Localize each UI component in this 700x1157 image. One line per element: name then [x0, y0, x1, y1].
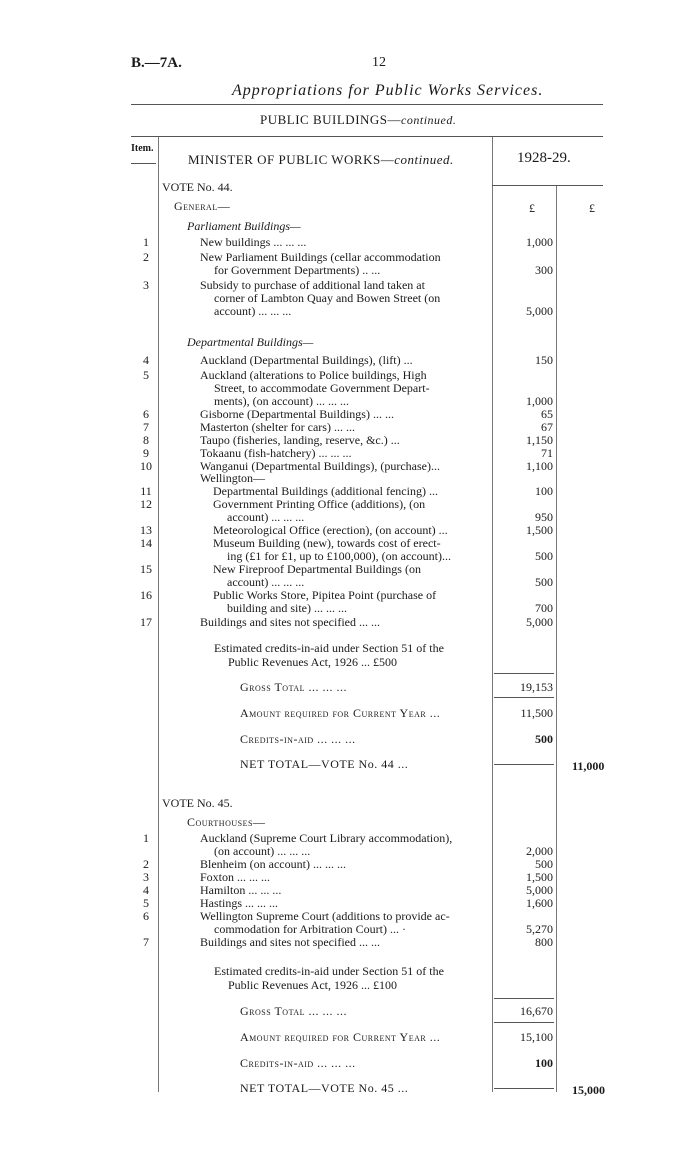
- item-description: Public Works Store, Pipitea Point (purchase of: [213, 588, 437, 602]
- item-description: Subsidy to purchase of additional land taken at: [200, 278, 425, 292]
- item-value: 1,600: [526, 896, 553, 910]
- item-description: Departmental Buildings (additional fencing) ...: [213, 484, 438, 498]
- item-value: 5,000: [526, 304, 553, 318]
- vote-44-title: VOTE No. 44.: [162, 180, 233, 194]
- net-total-value: 15,000: [572, 1083, 605, 1097]
- item-number: 2: [143, 250, 149, 264]
- item-number: 17: [140, 615, 152, 629]
- item-number: 13: [140, 523, 152, 537]
- item-description: account) ... ... ...: [227, 510, 305, 524]
- item-description: Meteorological Office (erection), (on account) ...: [213, 523, 448, 537]
- item-description: New buildings ... ... ...: [200, 235, 307, 249]
- gross-total-value: 19,153: [520, 680, 553, 694]
- item-description: New Parliament Buildings (cellar accommodation: [200, 250, 441, 264]
- item-description: Masterton (shelter for cars) ... ...: [200, 420, 355, 434]
- item-value: 1,500: [526, 523, 553, 537]
- item-value: 700: [535, 601, 553, 615]
- year-column-divider: [492, 137, 493, 1092]
- item-number: 9: [143, 446, 149, 460]
- table-top-rule: [131, 136, 603, 137]
- item-value: 300: [535, 263, 553, 277]
- gross-total-label: Gross Total ... ... ...: [240, 680, 347, 694]
- item-number: 5: [143, 896, 149, 910]
- item-number: 4: [143, 353, 149, 367]
- item-number: 6: [143, 407, 149, 421]
- item-number: 11: [140, 484, 152, 498]
- item-number: 4: [143, 883, 149, 897]
- item-description: commodation for Arbitration Court) ... ·: [214, 922, 406, 936]
- item-value: 800: [535, 935, 553, 949]
- item-value: 1,150: [526, 433, 553, 447]
- net-total-rule: [494, 1088, 554, 1089]
- year-heading: 1928-29.: [517, 150, 571, 166]
- item-description: corner of Lambton Quay and Bowen Street (on: [214, 291, 441, 305]
- item-number: 1: [143, 831, 149, 845]
- item-number: 15: [140, 562, 152, 576]
- item-value: 65: [541, 407, 553, 421]
- credits-in-aid-label: Credits-in-aid ... ... ...: [240, 732, 356, 746]
- net-total-label: NET TOTAL—VOTE No. 45 ...: [240, 1081, 409, 1095]
- item-number: 2: [143, 857, 149, 871]
- item-description: Taupo (fisheries, landing, reserve, &c.) ...: [200, 433, 400, 447]
- page-title: Appropriations for Public Works Services.: [232, 82, 544, 99]
- item-number: 6: [143, 909, 149, 923]
- item-value: 1,100: [526, 459, 553, 473]
- item-value: 500: [535, 575, 553, 589]
- credits-in-aid-label: Credits-in-aid ... ... ...: [240, 1056, 356, 1070]
- credits-note-45-line2: Public Revenues Act, 1926 ... £100: [228, 978, 397, 992]
- vote-45-title: VOTE No. 45.: [162, 796, 233, 810]
- item-number: 8: [143, 433, 149, 447]
- item-description: New Fireproof Departmental Buildings (on: [213, 562, 421, 576]
- item-value: 950: [535, 510, 553, 524]
- item-value: 2,000: [526, 844, 553, 858]
- item-value: 5,000: [526, 615, 553, 629]
- item-description: Gisborne (Departmental Buildings) ... ...: [200, 407, 394, 421]
- item-value: 1,000: [526, 394, 553, 408]
- pound-unit-2: £: [589, 201, 595, 215]
- credits-note-44-line1: Estimated credits-in-aid under Section 51 of the: [214, 641, 444, 655]
- item-description: ments), (on account) ... ... ...: [214, 394, 349, 408]
- item-description: Tokaanu (fish-hatchery) ... ... ...: [200, 446, 352, 460]
- item-description: Buildings and sites not specified ... ...: [200, 935, 380, 949]
- header-rule: [131, 104, 603, 105]
- amount-required-label: Amount required for Current Year ...: [240, 706, 441, 720]
- item-value: 1,000: [526, 235, 553, 249]
- net-total-value: 11,000: [572, 759, 605, 773]
- item-description: account) ... ... ...: [214, 304, 292, 318]
- item-description: ing (£1 for £1, up to £100,000), (on account)...: [227, 549, 451, 563]
- net-total-label: NET TOTAL—VOTE No. 44 ...: [240, 757, 409, 771]
- item-description: account) ... ... ...: [227, 575, 305, 589]
- item-description: Wellington Supreme Court (additions to provide ac-: [200, 909, 450, 923]
- item-description: Foxton ... ... ...: [200, 870, 271, 884]
- general-heading: General—: [174, 199, 231, 213]
- section-title: PUBLIC BUILDINGS—continued.: [260, 112, 457, 127]
- item-value: 150: [535, 353, 553, 367]
- item-description: for Government Departments) .. ...: [214, 263, 381, 277]
- item-value: 5,000: [526, 883, 553, 897]
- item-description: Government Printing Office (additions), (on: [213, 497, 426, 511]
- wellington-heading: Wellington—: [200, 471, 266, 485]
- amount-required-value: 11,500: [520, 706, 553, 720]
- year-rule: [492, 185, 603, 186]
- gross-total-rule: [494, 998, 554, 999]
- document-reference: B.—7A.: [131, 55, 182, 71]
- item-description: Auckland (Supreme Court Library accommodation),: [200, 831, 453, 845]
- item-description: Auckland (Departmental Buildings), (lift) ...: [200, 353, 413, 367]
- item-number: 3: [143, 870, 149, 884]
- item-number: 3: [143, 278, 149, 292]
- item-number: 10: [140, 459, 152, 473]
- item-description: (on account) ... ... ...: [214, 844, 311, 858]
- total-column-divider: [556, 185, 557, 1092]
- pound-unit-1: £: [529, 201, 535, 215]
- item-value: 1,500: [526, 870, 553, 884]
- courthouses-heading: Courthouses—: [187, 815, 266, 829]
- credits-note-44-line2: Public Revenues Act, 1926 ... £500: [228, 655, 397, 669]
- item-description: Wanganui (Departmental Buildings), (purchase)...: [200, 459, 440, 473]
- item-description: Buildings and sites not specified ... ...: [200, 615, 380, 629]
- item-number: 12: [140, 497, 152, 511]
- item-number: 7: [143, 420, 149, 434]
- item-description: Street, to accommodate Government Depart-: [214, 381, 430, 395]
- gross-total-rule: [494, 673, 554, 674]
- item-value: 500: [535, 549, 553, 563]
- item-description: Museum Building (new), towards cost of erect-: [213, 536, 441, 550]
- gross-total-under-rule: [494, 1022, 554, 1023]
- item-column-header: Item.: [131, 143, 154, 154]
- departmental-heading: Departmental Buildings—: [187, 335, 314, 349]
- item-description: Hastings ... ... ...: [200, 896, 278, 910]
- credits-in-aid-value: 100: [535, 1056, 553, 1070]
- credits-note-45-line1: Estimated credits-in-aid under Section 51 of the: [214, 964, 444, 978]
- item-column-divider: [158, 137, 159, 1092]
- item-header-rule: [131, 163, 156, 164]
- item-description: Blenheim (on account) ... ... ...: [200, 857, 346, 871]
- item-value: 500: [535, 857, 553, 871]
- item-value: 100: [535, 484, 553, 498]
- item-number: 1: [143, 235, 149, 249]
- item-description: Hamilton ... ... ...: [200, 883, 282, 897]
- item-value: 67: [541, 420, 553, 434]
- item-number: 5: [143, 368, 149, 382]
- gross-total-label: Gross Total ... ... ...: [240, 1004, 347, 1018]
- gross-total-value: 16,670: [520, 1004, 553, 1018]
- minister-heading: MINISTER OF PUBLIC WORKS—continued.: [188, 152, 454, 167]
- item-value: 71: [541, 446, 553, 460]
- parliament-heading: Parliament Buildings—: [187, 219, 301, 233]
- net-total-rule: [494, 764, 554, 765]
- item-description: Auckland (alterations to Police buildings, High: [200, 368, 427, 382]
- amount-required-label: Amount required for Current Year ...: [240, 1030, 441, 1044]
- credits-in-aid-value: 500: [535, 732, 553, 746]
- item-number: 16: [140, 588, 152, 602]
- item-number: 7: [143, 935, 149, 949]
- item-description: building and site) ... ... ...: [227, 601, 347, 615]
- item-number: 14: [140, 536, 152, 550]
- page-number: 12: [372, 55, 386, 70]
- item-value: 5,270: [526, 922, 553, 936]
- amount-required-value: 15,100: [520, 1030, 553, 1044]
- gross-total-under-rule: [494, 697, 554, 698]
